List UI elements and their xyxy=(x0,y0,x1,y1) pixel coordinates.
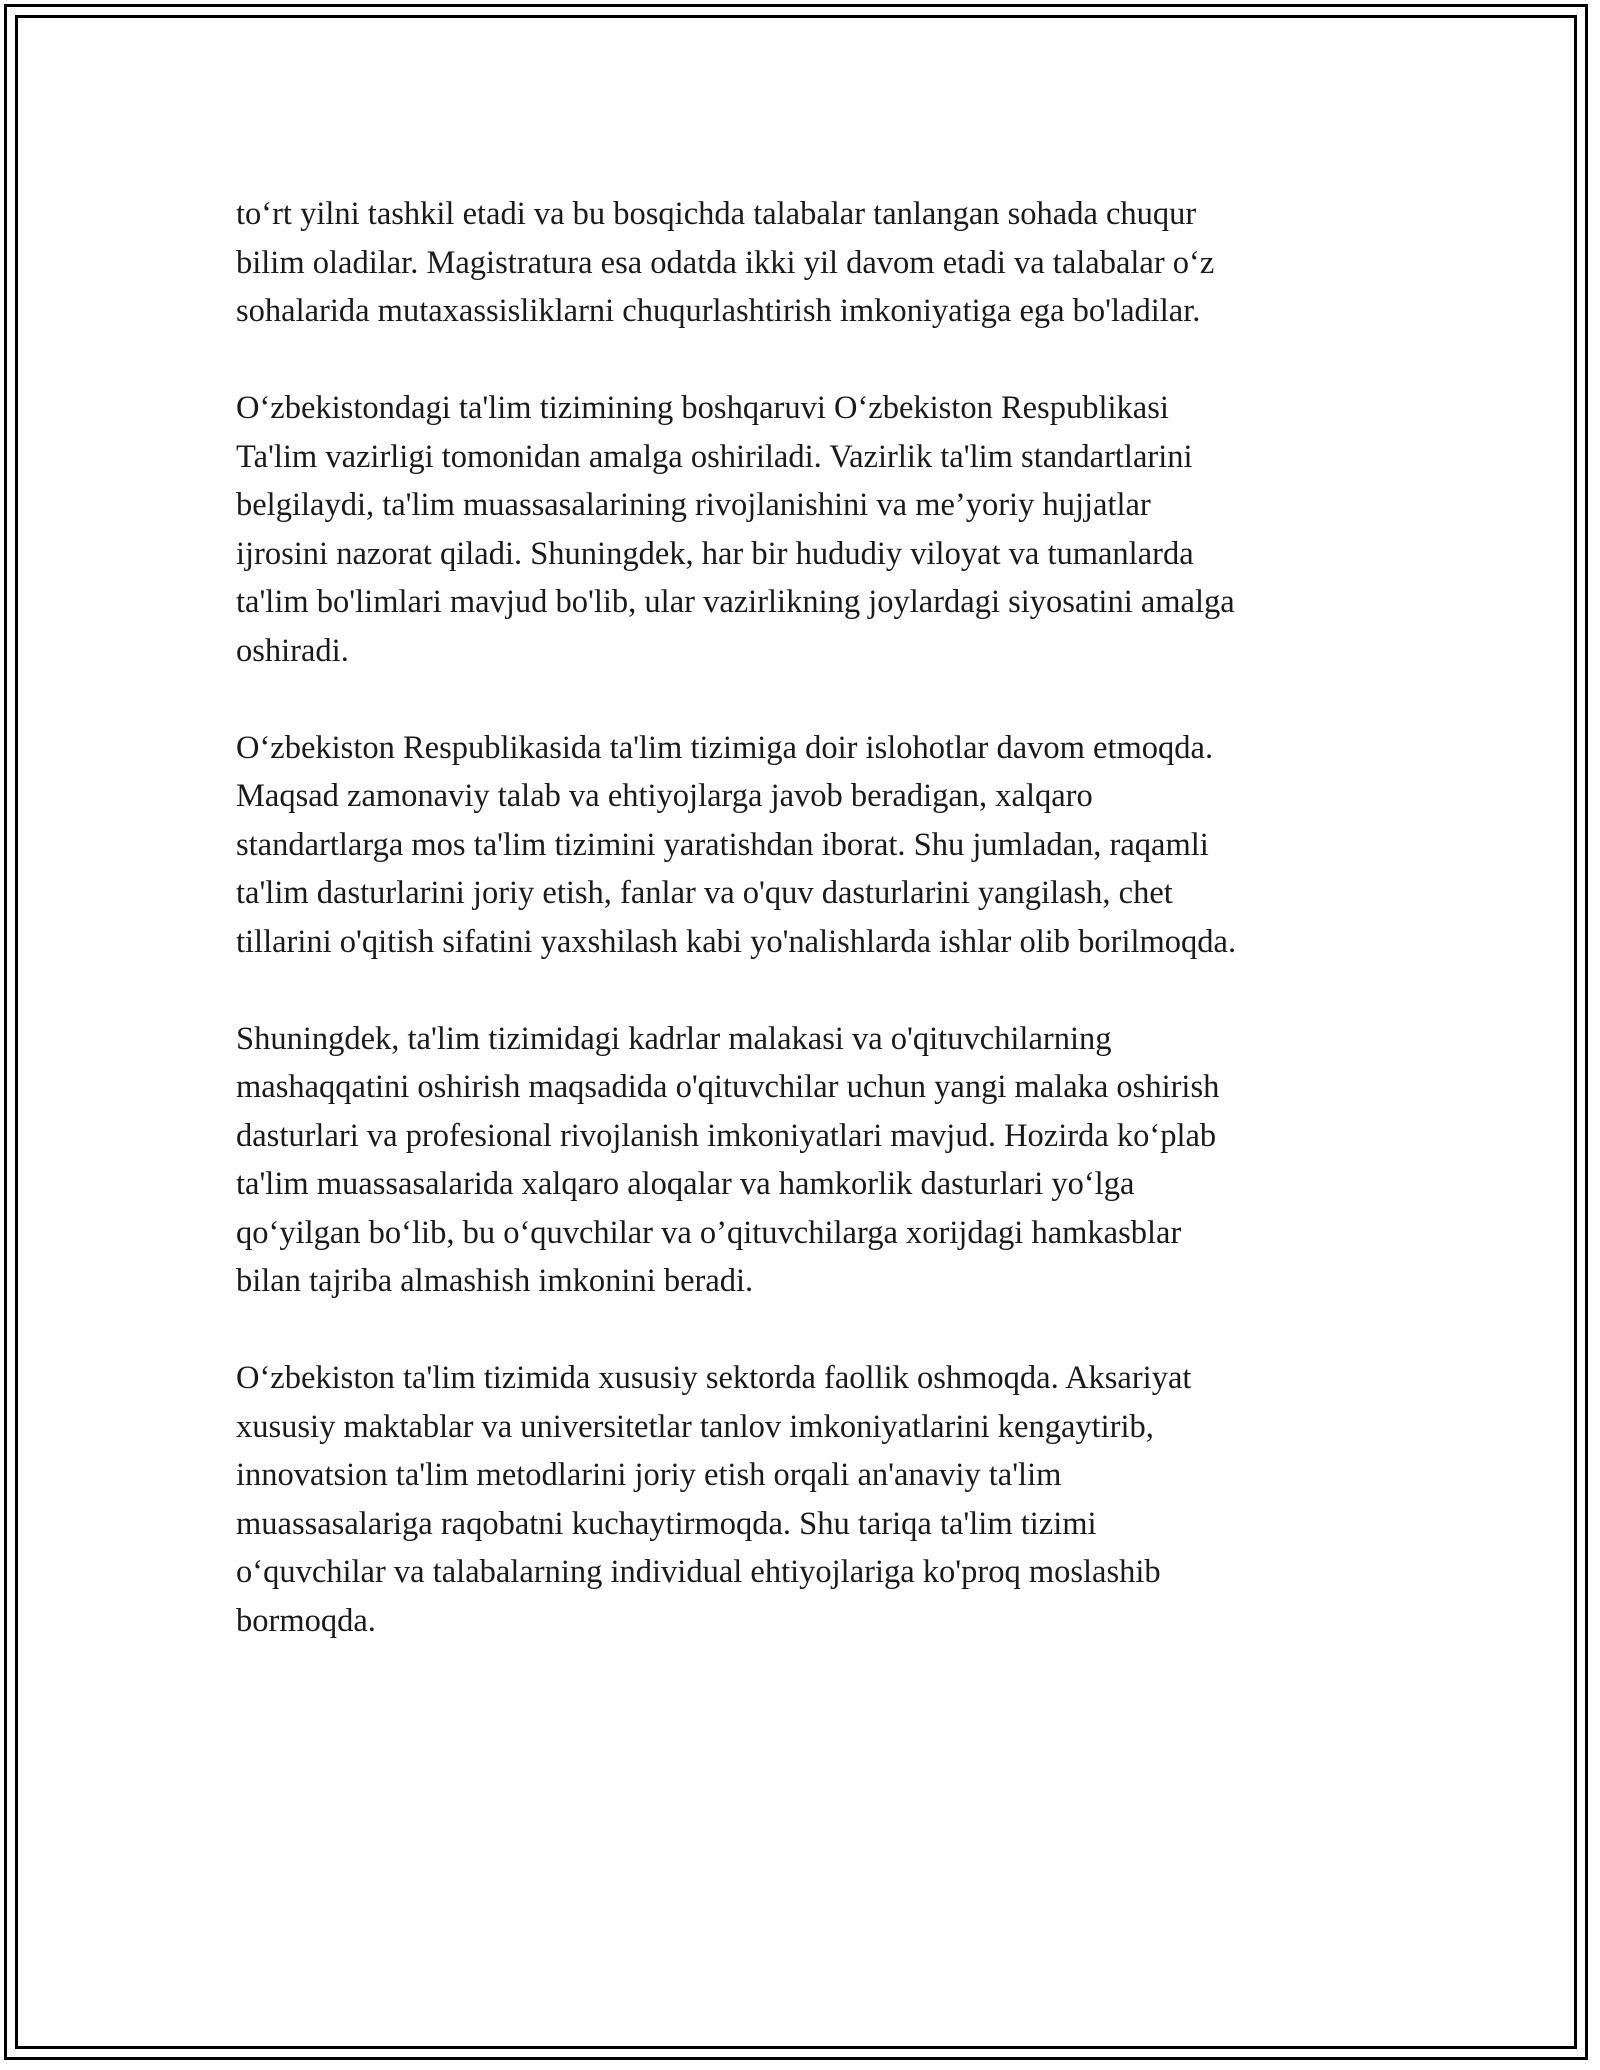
text-line: qo‘yilgan bo‘lib, bu o‘quvchilar va o’qituvchilarga xorijdagi hamkasblar xyxy=(236,1214,1182,1251)
text-line: mashaqqatini oshirish maqsadida o'qituvchilar uchun yangi malaka oshirish xyxy=(236,1069,1220,1105)
text-line: muassasalariga raqobatni kuchaytirmoqda. Shu tariqa ta'lim tizimi xyxy=(236,1505,1097,1542)
text-line: ijrosini nazorat qiladi. Shuningdek, har bir hududiy viloyat va tumanlarda xyxy=(236,535,1194,572)
text-line: oshiradi. xyxy=(236,632,349,669)
paragraph-1 xyxy=(236,190,1376,336)
text-line: O‘zbekiston ta'lim tizimida xususiy sektorda faollik oshmoqda. Aksariyat xyxy=(236,1360,1192,1396)
text-line: bilim oladilar. Magistratura esa odatda ikki yil davom etadi va talabalar o‘z xyxy=(236,244,1215,281)
text-line: belgilaydi, ta'lim muassasalarining rivojlanishini va me’yoriy hujjatlar xyxy=(236,487,1151,523)
text-line: O‘zbekiston Respublikasida ta'lim tizimiga doir islohotlar davom etmoqda. xyxy=(236,729,1214,766)
text-line: tillarini o'qitish sifatini yaxshilash kabi yo'nalishlarda ishlar olib borilmoqda. xyxy=(236,923,1237,960)
text-line: bormoqda. xyxy=(236,1602,376,1639)
text-line: ta'lim dasturlarini joriy etish, fanlar va o'quv dasturlarini yangilash, chet xyxy=(236,875,1173,911)
text-line: o‘quvchilar va talabalarning individual ehtiyojlariga ko'proq moslashib xyxy=(236,1554,1161,1590)
paragraph-5 xyxy=(236,1354,1376,1645)
paragraph-4 xyxy=(236,1015,1376,1306)
text-line: ta'lim bo'limlari mavjud bo'lib, ular vazirlikning joylardagi siyosatini amalga xyxy=(236,584,1235,620)
paragraph-3 xyxy=(236,724,1376,967)
text-line: O‘zbekistondagi ta'lim tizimining boshqaruvi O‘zbekiston Respublikasi xyxy=(236,390,1169,426)
text-line: bilan tajriba almashish imkonini beradi. xyxy=(236,1263,754,1299)
text-line: sohalarida mutaxassisliklarni chuqurlashtirish imkoniyatiga ega bo'ladilar. xyxy=(236,293,1201,329)
text-line: xususiy maktablar va universitetlar tanlov imkoniyatlarini kengaytirib, xyxy=(236,1408,1154,1445)
text-line: innovatsion ta'lim metodlarini joriy etish orqali an'anaviy ta'lim xyxy=(236,1457,1062,1493)
text-line: Ta'lim vazirligi tomonidan amalga oshiriladi. Vazirlik ta'lim standartlarini xyxy=(236,438,1193,475)
paragraph-2 xyxy=(236,384,1376,675)
document-body xyxy=(236,190,1376,1694)
text-line: Shuningdek, ta'lim tizimidagi kadrlar malakasi va o'qituvchilarning xyxy=(236,1020,1112,1057)
text-line: standartlarga mos ta'lim tizimini yaratishdan iborat. Shu jumladan, raqamli xyxy=(236,826,1209,863)
text-line: Maqsad zamonaviy talab va ehtiyojlarga javob beradigan, xalqaro xyxy=(236,778,1093,814)
text-line: ta'lim muassasalarida xalqaro aloqalar va hamkorlik dasturlari yo‘lga xyxy=(236,1166,1135,1202)
text-line: to‘rt yilni tashkil etadi va bu bosqichda talabalar tanlangan sohada chuqur xyxy=(236,196,1197,232)
text-line: dasturlari va profesional rivojlanish imkoniyatlari mavjud. Hozirda ko‘plab xyxy=(236,1117,1217,1154)
